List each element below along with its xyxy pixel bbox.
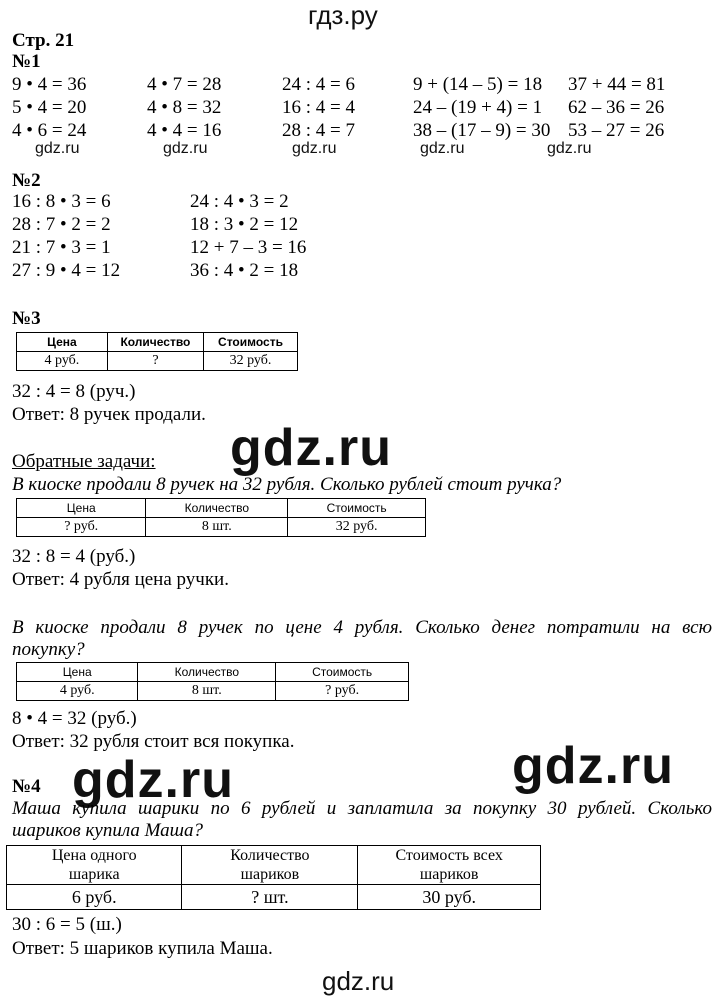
- table-cell: 4 руб.: [17, 682, 138, 701]
- site-header: гдз.ру: [308, 0, 378, 30]
- task1-col3-row1: 24 : 4 = 6: [282, 74, 355, 95]
- table-header-cell: [358, 846, 541, 885]
- task2-left-2: 28 : 7 • 2 = 2: [12, 214, 111, 235]
- task2-left-1: 16 : 8 • 3 = 6: [12, 191, 111, 212]
- page-label: Стр. 21: [12, 30, 75, 51]
- task4-table: [6, 845, 541, 910]
- task1-col5-row3: 53 – 27 = 26: [568, 120, 665, 141]
- header-line: Количество: [230, 847, 310, 864]
- inverse2-text-line2: покупку?: [12, 639, 85, 660]
- task1-col1-row3: 4 • 6 = 24: [12, 120, 87, 141]
- task4-label: №4: [12, 776, 41, 797]
- table-cell: 32 руб.: [203, 352, 297, 371]
- inverse1-text: В киоске продали 8 ручек на 32 рубля. Сколько рублей стоит ручка?: [12, 474, 562, 495]
- task1-col2-row3: 4 • 4 = 16: [147, 120, 222, 141]
- header-line: шариков: [240, 866, 300, 883]
- table-header-cell: Количество: [146, 499, 288, 518]
- task4-solution: 30 : 6 = 5 (ш.): [12, 914, 122, 935]
- watermark-big: gdz.ru: [230, 419, 392, 477]
- task1-col2-row1: 4 • 7 = 28: [147, 74, 222, 95]
- header-line: шариков: [419, 866, 479, 883]
- watermark-small: gdz.ru: [163, 140, 208, 157]
- watermark-big: gdz.ru: [72, 751, 234, 809]
- task4-text-line1: Маша купила шарики по 6 рублей и заплатила за покупку 30 рублей. Сколько: [12, 798, 712, 819]
- task2-left-4: 27 : 9 • 4 = 12: [12, 260, 121, 281]
- task2-right-4: 36 : 4 • 2 = 18: [190, 260, 299, 281]
- table-header-cell: Цена: [17, 333, 108, 352]
- task1-col4-row2: 24 – (19 + 4) = 1: [413, 97, 543, 118]
- watermark-footer: gdz.ru: [322, 966, 395, 996]
- table-header-cell: [182, 846, 358, 885]
- task3-table: [16, 332, 298, 371]
- task1-col3-row3: 28 : 4 = 7: [282, 120, 355, 141]
- inverse-tasks-title: Обратные задачи:: [12, 451, 156, 472]
- task1-col1-row2: 5 • 4 = 20: [12, 97, 87, 118]
- table-header-cell: Цена: [17, 499, 146, 518]
- task2-right-1: 24 : 4 • 3 = 2: [190, 191, 289, 212]
- table-cell: 8 шт.: [146, 518, 288, 537]
- task2-label: №2: [12, 170, 41, 191]
- table-cell: ?: [107, 352, 203, 371]
- watermark-small: gdz.ru: [35, 140, 80, 157]
- table-cell: ? руб.: [276, 682, 409, 701]
- task1-label: №1: [12, 51, 41, 72]
- task2-right-2: 18 : 3 • 2 = 12: [190, 214, 299, 235]
- header-line: Стоимость всех: [395, 847, 503, 864]
- header-line: шарика: [68, 866, 120, 883]
- inverse2-answer: Ответ: 32 рубля стоит вся покупка.: [12, 731, 295, 752]
- task2-right-3: 12 + 7 – 3 = 16: [190, 237, 307, 258]
- inverse1-table: [16, 498, 426, 537]
- inverse2-text-line1: В киоске продали 8 ручек по цене 4 рубля. Сколько денег потратили на всю: [12, 617, 712, 638]
- table-header-cell: Цена: [17, 663, 138, 682]
- task4-answer: Ответ: 5 шариков купила Маша.: [12, 938, 273, 959]
- task4-text-line2: шариков купила Маша?: [12, 820, 203, 841]
- task3-label: №3: [12, 308, 41, 329]
- inverse2-table: [16, 662, 409, 701]
- watermark-big: gdz.ru: [512, 737, 674, 795]
- table-header-cell: Количество: [107, 333, 203, 352]
- task1-col4-row3: 38 – (17 – 9) = 30: [413, 120, 551, 141]
- task3-solution: 32 : 4 = 8 (руч.): [12, 381, 136, 402]
- task1-col5-row1: 37 + 44 = 81: [568, 74, 666, 95]
- task3-answer: Ответ: 8 ручек продали.: [12, 404, 206, 425]
- table-cell: ? шт.: [182, 885, 358, 910]
- watermark-small: gdz.ru: [420, 140, 465, 157]
- task2-left-3: 21 : 7 • 3 = 1: [12, 237, 111, 258]
- task1-col4-row1: 9 + (14 – 5) = 18: [413, 74, 543, 95]
- task1-col2-row2: 4 • 8 = 32: [147, 97, 222, 118]
- inverse2-solution: 8 • 4 = 32 (руб.): [12, 708, 137, 729]
- table-header-cell: Стоимость: [203, 333, 297, 352]
- table-header-cell: Количество: [138, 663, 276, 682]
- table-cell: 32 руб.: [288, 518, 426, 537]
- table-cell: ? руб.: [17, 518, 146, 537]
- inverse1-answer: Ответ: 4 рубля цена ручки.: [12, 569, 229, 590]
- header-line: Цена одного: [51, 847, 137, 864]
- table-cell: 6 руб.: [7, 885, 182, 910]
- watermark-small: gdz.ru: [292, 140, 337, 157]
- task1-col5-row2: 62 – 36 = 26: [568, 97, 665, 118]
- watermark-small: gdz.ru: [547, 140, 592, 157]
- inverse1-solution: 32 : 8 = 4 (руб.): [12, 546, 136, 567]
- table-cell: 30 руб.: [358, 885, 541, 910]
- task1-col3-row2: 16 : 4 = 4: [282, 97, 355, 118]
- table-header-cell: [7, 846, 182, 885]
- task1-col1-row1: 9 • 4 = 36: [12, 74, 87, 95]
- table-header-cell: Стоимость: [276, 663, 409, 682]
- table-cell: 4 руб.: [17, 352, 108, 371]
- table-cell: 8 шт.: [138, 682, 276, 701]
- table-header-cell: Стоимость: [288, 499, 426, 518]
